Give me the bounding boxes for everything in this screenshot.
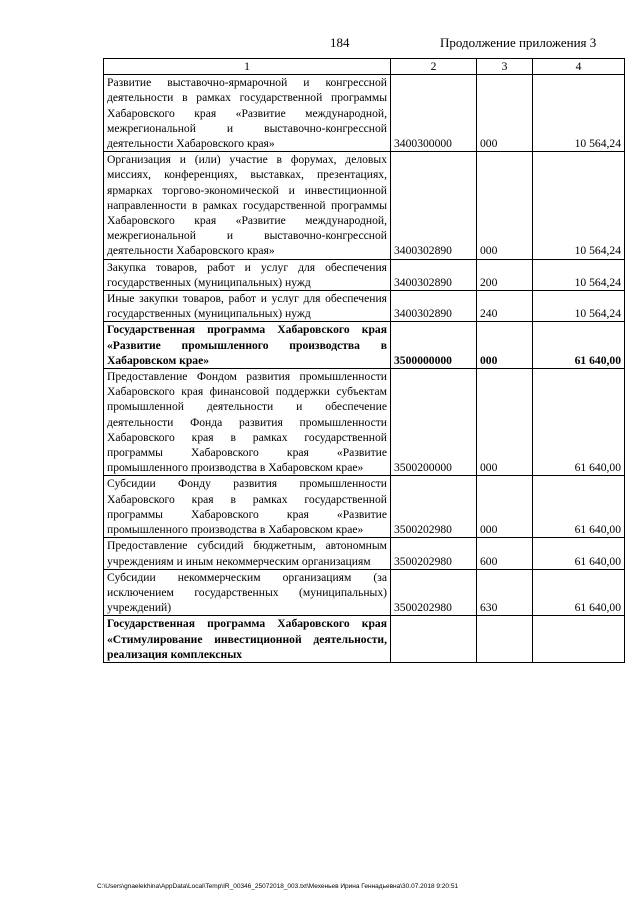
budget-table [103, 58, 625, 663]
table-row [104, 259, 625, 290]
column-header-4: 4 [533, 59, 625, 75]
row-code-cell: 3400302890 [391, 259, 477, 290]
row-code-cell: 3500202980 [391, 538, 477, 569]
row-type-cell: 000 [477, 476, 533, 538]
row-code-cell: 3500202980 [391, 476, 477, 538]
row-name-cell: Развитие выставочно-ярмарочной и конгрессной деятельности в рамках государственной программы Хабаровского края «Развитие международной, межрегиональной и выставочно-конгрессной деятельности Хабаровского края» [104, 75, 391, 152]
row-amount-cell: 61 640,00 [533, 569, 625, 616]
row-name-cell: Предоставление субсидий бюджетным, автономным учреждениям и иным некоммерческим организациям [104, 538, 391, 569]
table-row [104, 569, 625, 616]
row-amount-cell [533, 616, 625, 663]
row-name-cell: Закупка товаров, работ и услуг для обеспечения государственных (муниципальных) нужд [104, 259, 391, 290]
row-type-cell: 630 [477, 569, 533, 616]
column-header-3: 3 [477, 59, 533, 75]
row-code-cell: 3400300000 [391, 75, 477, 152]
row-code-cell: 3400302890 [391, 152, 477, 259]
table-row [104, 538, 625, 569]
row-amount-cell: 61 640,00 [533, 538, 625, 569]
table-row [104, 369, 625, 476]
table-body [104, 75, 625, 663]
column-header-2: 2 [391, 59, 477, 75]
row-code-cell: 3500200000 [391, 369, 477, 476]
page-number: 184 [330, 35, 350, 50]
row-name-cell: Организация и (или) участие в форумах, деловых миссиях, конференциях, выставках, презентациях, ярмарках торгово-экономической и инвестиционной направленности в рамках государственной программы Хабаровского края «Развитие международной, межрегиональной и выставочно-конгрессной деятельности Хабаровского края» [104, 152, 391, 259]
row-name-cell: Иные закупки товаров, работ и услуг для обеспечения государственных (муниципальных) нужд [104, 291, 391, 322]
table-row [104, 152, 625, 259]
row-name-cell: Субсидии некоммерческим организациям (за исключением государственных (муниципальных) учреждений) [104, 569, 391, 616]
row-amount-cell: 61 640,00 [533, 369, 625, 476]
row-type-cell: 000 [477, 322, 533, 369]
table-row [104, 322, 625, 369]
row-amount-cell: 10 564,24 [533, 152, 625, 259]
row-code-cell: 3500000000 [391, 322, 477, 369]
row-type-cell: 200 [477, 259, 533, 290]
row-amount-cell: 10 564,24 [533, 75, 625, 152]
footer-file-path: C:\Users\gnaelekhina\AppData\Local\Temp\IR_00346_25072018_003.txt\Мехеньев Ирина Геннадьевна\30.07.2018 9:20:51 [97, 883, 459, 890]
row-code-cell: 3500202980 [391, 569, 477, 616]
row-name-cell: Государственная программа Хабаровского края «Стимулирование инвестиционной деятельности, реализация комплексных [104, 616, 391, 663]
table-header-row [104, 59, 625, 75]
table-row [104, 616, 625, 663]
row-type-cell: 000 [477, 152, 533, 259]
row-amount-cell: 61 640,00 [533, 476, 625, 538]
continuation-caption: Продолжение приложения 3 [440, 35, 597, 50]
table-row [104, 75, 625, 152]
row-name-cell: Субсидии Фонду развития промышленности Хабаровского края в рамках государственной программы Хабаровского края «Развитие промышленного производства в Хабаровском крае» [104, 476, 391, 538]
row-amount-cell: 10 564,24 [533, 291, 625, 322]
row-type-cell: 240 [477, 291, 533, 322]
row-amount-cell: 10 564,24 [533, 259, 625, 290]
row-code-cell: 3400302890 [391, 291, 477, 322]
table-row [104, 291, 625, 322]
row-amount-cell: 61 640,00 [533, 322, 625, 369]
table-row [104, 476, 625, 538]
row-type-cell: 600 [477, 538, 533, 569]
row-code-cell [391, 616, 477, 663]
row-type-cell: 000 [477, 369, 533, 476]
row-name-cell: Государственная программа Хабаровского края «Развитие промышленного производства в Хабаровском крае» [104, 322, 391, 369]
row-type-cell [477, 616, 533, 663]
row-type-cell: 000 [477, 75, 533, 152]
column-header-1: 1 [104, 59, 391, 75]
row-name-cell: Предоставление Фондом развития промышленности Хабаровского края финансовой поддержки субъектам промышленной деятельности и обеспечение деятельности Фонда развития промышленности Хабаровского края в рамках государственной программы Хабаровского края «Развитие промышленного производства в Хабаровском крае» [104, 369, 391, 476]
